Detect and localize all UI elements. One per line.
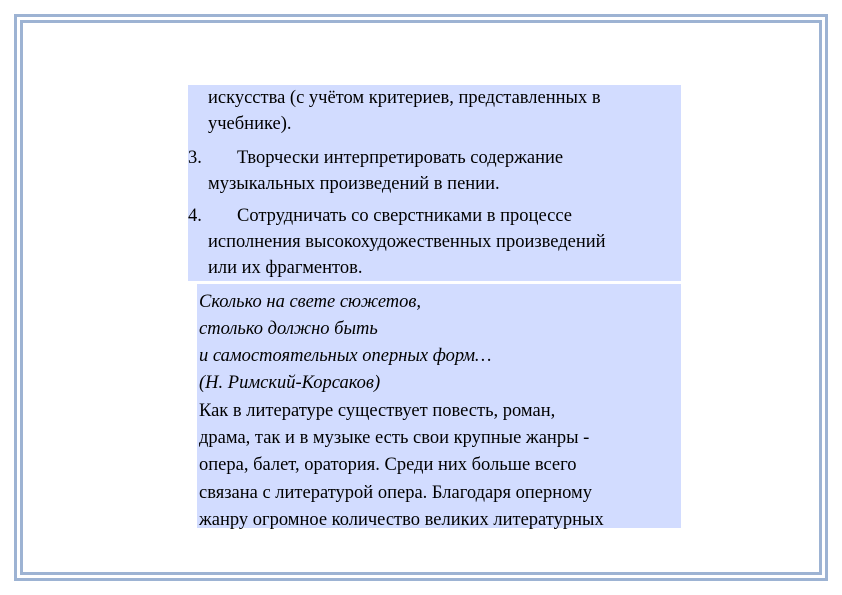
paragraph-line: драма, так и в музыке есть свои крупные жанры - <box>199 428 590 449</box>
quote-line: столько должно быть <box>199 319 378 339</box>
list-item-4-line-2: исполнения высокохудожественных произведений <box>208 232 606 252</box>
list-item-4-line-3: или их фрагментов. <box>208 258 363 278</box>
list-item-3-line-2: музыкальных произведений в пении. <box>208 174 500 194</box>
list-item-4-line-1: Сотрудничать со сверстниками в процессе <box>237 206 572 226</box>
paragraph-line: Как в литературе существует повесть, роман, <box>199 401 556 421</box>
paragraph-line: жанру огромное количество великих литературных <box>199 509 604 530</box>
text-line: учебнике). <box>208 114 292 134</box>
quote-line: и самостоятельных оперных форм… <box>199 346 492 366</box>
list-item-continuation <box>208 85 601 137</box>
quote-line: Сколько на свете сюжетов, <box>199 292 422 312</box>
text-line: искусства (с учётом критериев, представленных в <box>208 88 601 108</box>
quote-author: (Н. Римский-Корсаков) <box>199 373 381 393</box>
list-item-3-line-1: Творчески интерпретировать содержание <box>237 148 564 168</box>
paragraph-line: связана с литературой опера. Благодаря оперному <box>199 482 592 503</box>
list-number-4: 4. <box>188 206 202 226</box>
epigraph-quote <box>199 289 491 397</box>
body-paragraph <box>199 398 604 534</box>
list-number-3: 3. <box>188 148 202 168</box>
paragraph-line: опера, балет, оратория. Среди них больше всего <box>199 455 577 476</box>
